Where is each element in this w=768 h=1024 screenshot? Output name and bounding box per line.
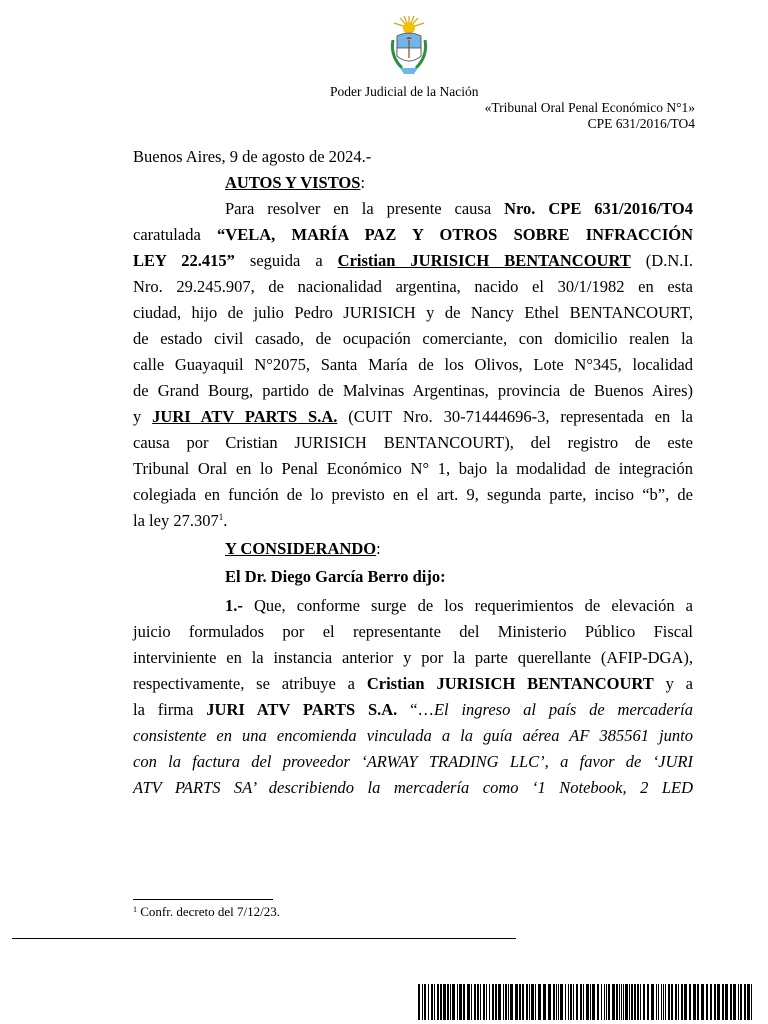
p1-line-3 (133, 248, 693, 274)
p1-line-6: de estado civil casado, de ocupación comerciante, con domicilio realen la (133, 329, 693, 348)
p1-text: . (223, 511, 228, 530)
p2-line-4 (133, 671, 693, 697)
considerando-heading-line (225, 536, 693, 562)
company-name: JURI ATV PARTS S.A. (152, 407, 338, 426)
p2-line-6: consistente en una encomienda vinculada a la guía aérea AF 385561 junto (133, 726, 693, 745)
autos-heading-line (225, 170, 693, 196)
barcode-icon (418, 984, 758, 1020)
judge-line: El Dr. Diego García Berro dijo: (225, 567, 446, 586)
p1-text: la ley 27.307 (133, 511, 219, 530)
p1-line-5: ciudad, hijo de julio Pedro JURISICH y de Nancy Ethel BENTANCOURT, (133, 303, 693, 322)
p2-line-3: interviniente en la instancia anterior y por la parte querellante (AFIP-DGA), (133, 648, 693, 667)
p1-line-8: de Grand Bourg, partido de Malvinas Argentinas, provincia de Buenos Aires) (133, 381, 693, 400)
footnote-ref: 1 (218, 512, 224, 522)
footnote (133, 904, 280, 920)
p1-line-1 (225, 196, 693, 222)
p1-text: Para resolver en la presente causa (225, 199, 505, 218)
header-tribunal: «Tribunal Oral Penal Económico N°1» (484, 100, 695, 115)
coat-of-arms-icon (388, 14, 430, 80)
item-number: 1.- (225, 596, 243, 615)
p2-line-8: ATV PARTS SA’ describiendo la mercadería como ‘1 Notebook, 2 LED (133, 778, 693, 797)
p1-text: y (133, 407, 153, 426)
defendant-name: Cristian JURISICH BENTANCOURT (337, 251, 631, 270)
footnote-divider (133, 899, 273, 900)
p2-line-2: juicio formulados por el representante del Ministerio Público Fiscal (133, 622, 693, 641)
quote-text: El ingreso al país de mercadería (433, 700, 694, 719)
p2-text: respectivamente, se atribuye a (133, 674, 367, 693)
p1-line-2 (133, 222, 693, 248)
bottom-divider (12, 938, 516, 939)
company-name: JURI ATV PARTS S.A. (206, 700, 398, 719)
footnote-mark: 1 (133, 905, 137, 914)
p2-text: la firma (133, 700, 207, 719)
p2-line-1 (225, 593, 693, 619)
considerando-heading: Y CONSIDERANDO (225, 539, 377, 558)
p1-line-4: Nro. 29.245.907, de nacionalidad argentina, nacido el 30/1/1982 en esta (133, 277, 693, 296)
p1-line-12: colegiada en función de lo previsto en el art. 9, segunda parte, inciso “b”, de (133, 485, 693, 504)
p2-line-5 (133, 697, 693, 723)
p1-line-9 (133, 404, 693, 430)
date-line: Buenos Aires, 9 de agosto de 2024.- (133, 147, 372, 166)
p2-line-7: con la factura del proveedor ‘ARWAY TRADING LLC’, a favor de ‘JURI (133, 752, 693, 771)
p1-line-11: Tribunal Oral en lo Penal Económico N° 1, bajo la modalidad de integración (133, 459, 693, 478)
case-number: Nro. CPE 631/2016/TO4 (504, 199, 693, 218)
p1-text: caratulada (133, 225, 218, 244)
autos-heading: AUTOS Y VISTOS (225, 173, 361, 192)
case-title: “VELA, MARÍA PAZ Y OTROS SOBRE INFRACCIÓN (217, 225, 693, 244)
case-title-end: LEY 22.415” (133, 251, 235, 270)
p1-text: (CUIT Nro. 30-71444696-3, representada en la (337, 407, 693, 426)
p2-text: y a (653, 674, 693, 693)
header-institution: Poder Judicial de la Nación (330, 84, 479, 99)
autos-colon: : (360, 173, 366, 192)
p1-line-13 (133, 508, 693, 534)
p1-text: seguida a (234, 251, 338, 270)
p2-text: Que, conforme surge de los requerimientos de elevación a (242, 596, 693, 615)
header-case-ref: CPE 631/2016/TO4 (587, 116, 695, 131)
p1-text: (D.N.I. (630, 251, 693, 270)
considerando-colon: : (376, 539, 381, 558)
p1-line-7: calle Guayaquil N°2075, Santa María de los Olivos, Lote N°345, localidad (133, 355, 693, 374)
p1-line-10: causa por Cristian JURISICH BENTANCOURT), del registro de este (133, 433, 693, 452)
defendant-name: Cristian JURISICH BENTANCOURT (366, 674, 654, 693)
footnote-text: Confr. decreto del 7/12/23. (137, 904, 280, 919)
p2-text: “… (397, 700, 434, 719)
